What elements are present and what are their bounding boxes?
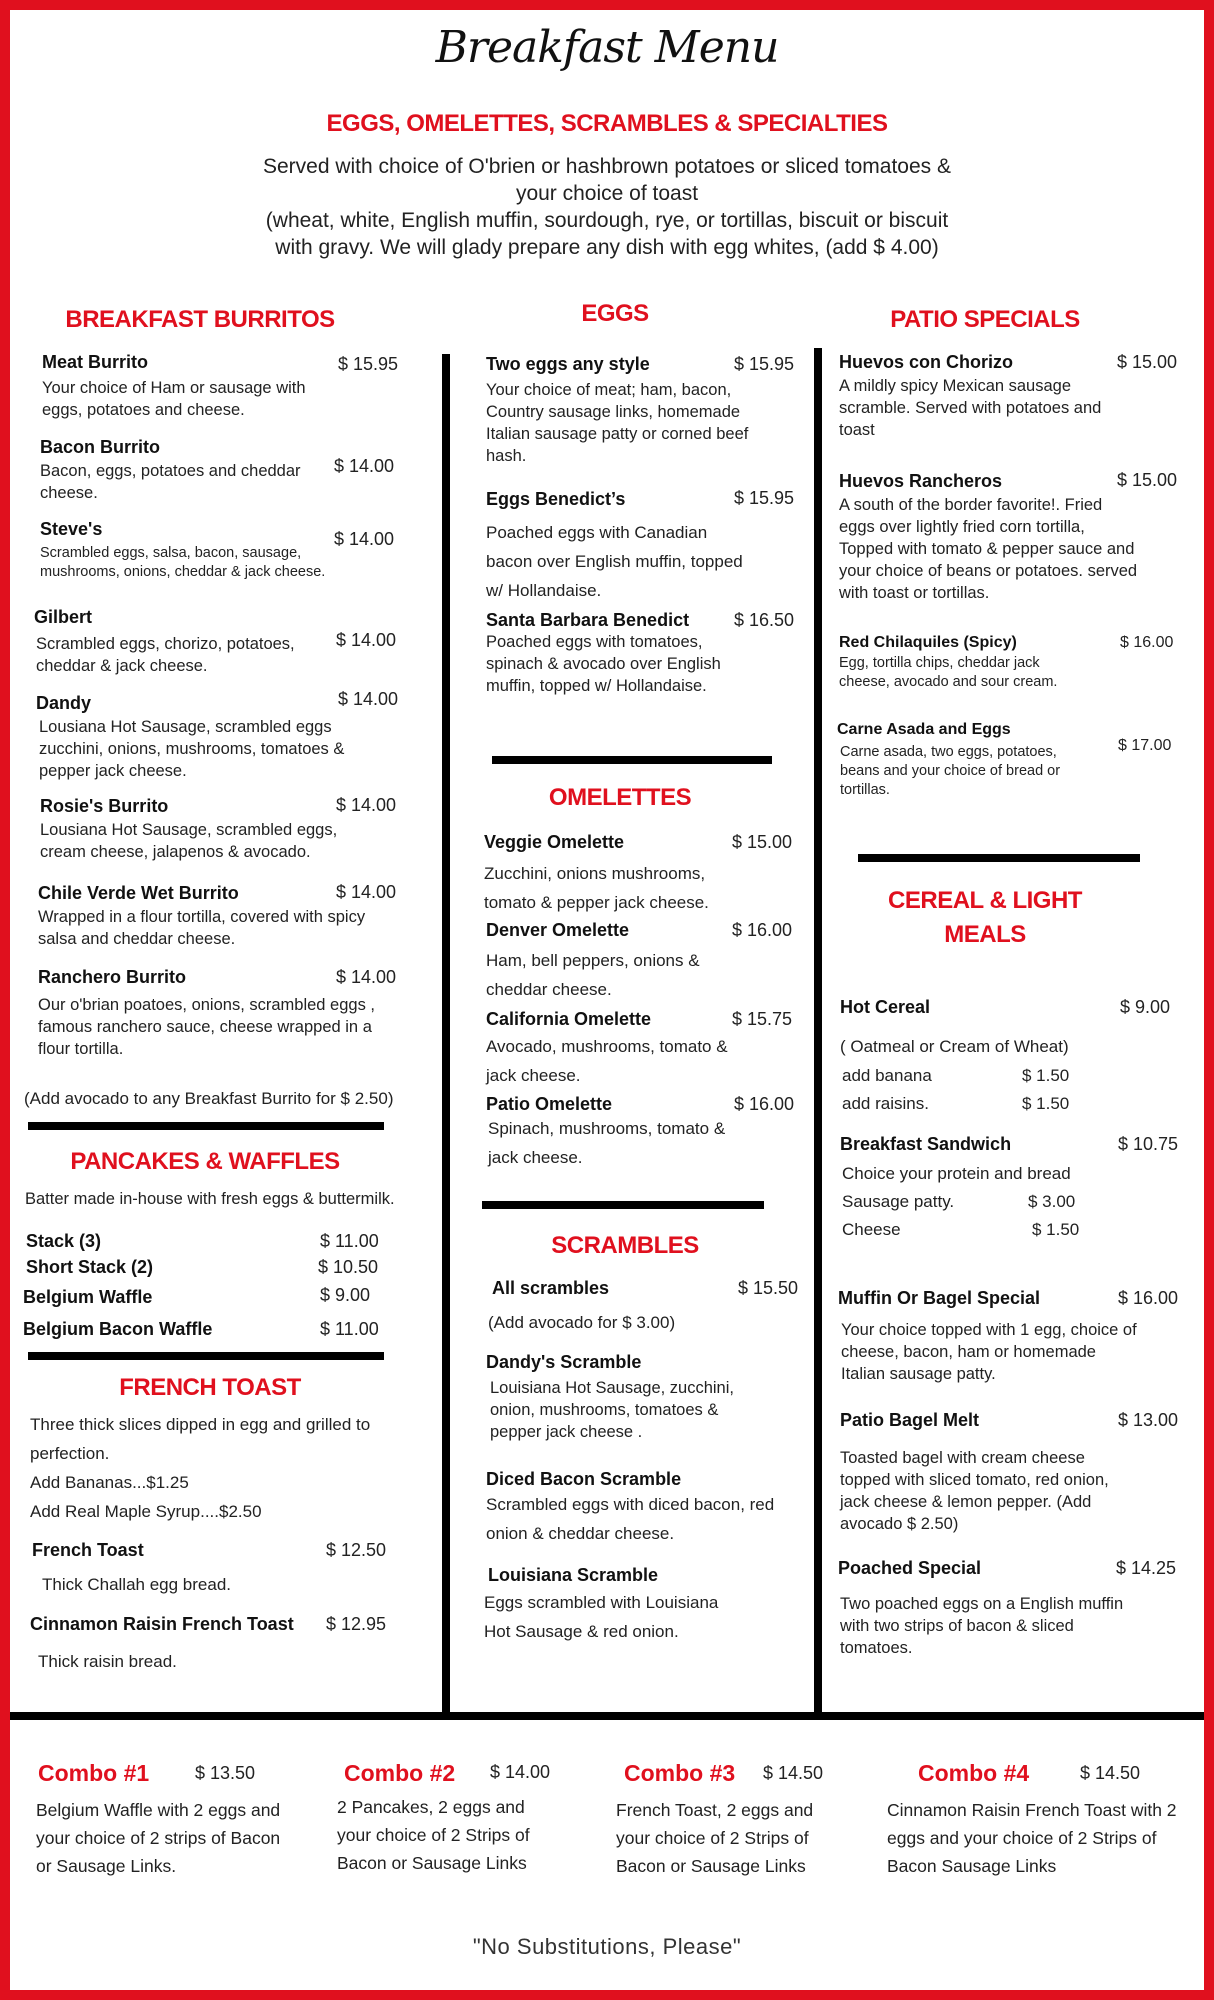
french-toast-intro	[30, 1410, 420, 1526]
item-desc: Lousiana Hot Sausage, scrambled eggs zucchini, onions, mushrooms, tomatoes & pepper jack cheese.	[39, 718, 345, 780]
item-desc: Bacon, eggs, potatoes and cheddar cheese.	[40, 462, 301, 502]
item-desc: Scrambled eggs, chorizo, potatoes, cheddar & jack cheese.	[36, 635, 295, 675]
combo-3	[624, 1760, 735, 1787]
item-price: $ 14.00	[334, 456, 395, 476]
combo-desc: Belgium Waffle with 2 eggs and your choice of 2 strips of Bacon or Sausage Links.	[36, 1800, 281, 1876]
pancakes-intro: Batter made in-house with fresh eggs & buttermilk.	[25, 1190, 395, 1208]
menu-item-dandys-scramble	[486, 1352, 766, 1443]
item-price: $ 11.00	[320, 1319, 379, 1339]
item-name: Denver Omelette	[486, 920, 630, 940]
item-desc: Louisiana Hot Sausage, zucchini, onion, mushrooms, tomatoes & pepper jack cheese .	[490, 1379, 734, 1441]
item-name: Chile Verde Wet Burrito	[38, 883, 239, 903]
item-desc: Our o'brian poatoes, onions, scrambled eggs , famous ranchero sauce, cheese wrapped in a flour tortilla.	[38, 996, 376, 1058]
item-price: $ 15.50	[738, 1278, 799, 1298]
menu-item-dandy	[36, 693, 356, 782]
item-desc: Ham, bell peppers, onions & cheddar cheese.	[486, 951, 700, 999]
item-price: $ 11.00	[320, 1231, 379, 1251]
item-price: $ 9.00	[1120, 997, 1171, 1017]
item-price: $ 10.50	[318, 1257, 379, 1277]
menu-item-bacon-burrito	[40, 437, 330, 504]
item-price: $ 15.95	[338, 354, 399, 374]
item-desc: Egg, tortilla chips, cheddar jack cheese, avocado and sour cream.	[839, 655, 1058, 690]
item-name: Belgium Waffle	[23, 1287, 153, 1307]
section-divider	[28, 1122, 384, 1130]
intro-line: with gravy. We will glady prepare any dish with egg whites, (add $ 4.00)	[275, 236, 939, 259]
item-name: Patio Omelette	[486, 1094, 613, 1114]
addon-label: add banana	[842, 1066, 932, 1085]
item-name: Huevos con Chorizo	[839, 352, 1014, 372]
combo-desc: 2 Pancakes, 2 eggs and your choice of 2 Strips of Bacon or Sausage Links	[337, 1797, 530, 1873]
item-name: Louisiana Scramble	[488, 1565, 659, 1585]
item-price: $ 14.00	[336, 882, 397, 902]
item-price: $ 9.00	[320, 1285, 371, 1305]
combo-1	[38, 1760, 149, 1787]
item-price: $ 14.25	[1116, 1558, 1177, 1578]
intro-line: Add Bananas...$1.25	[30, 1473, 189, 1492]
intro-line: Served with choice of O'brien or hashbrown potatoes or sliced tomatoes &	[262, 155, 952, 178]
french-toast-heading: FRENCH TOAST	[119, 1374, 301, 1401]
menu-item-meat-burrito	[42, 352, 342, 421]
item-name: Steve's	[40, 519, 103, 539]
item-desc: Thick Challah egg bread.	[42, 1575, 232, 1594]
menu-item-diced-bacon-scramble	[486, 1469, 776, 1548]
item-price: $ 14.00	[338, 689, 399, 709]
menu-item-steves	[40, 519, 340, 582]
intro-line: Three thick slices dipped in egg and grilled to	[30, 1415, 371, 1434]
item-name: Carne Asada and Eggs	[837, 721, 1011, 738]
item-name: Patio Bagel Melt	[840, 1410, 980, 1430]
menu-item-poached-special	[838, 1558, 1138, 1659]
item-desc: Scrambled eggs, salsa, bacon, sausage, mushrooms, onions, cheddar & jack cheese.	[40, 545, 326, 580]
combo-price: $ 14.50	[763, 1763, 824, 1783]
item-name: Gilbert	[34, 607, 93, 627]
item-price: $ 12.95	[326, 1614, 387, 1634]
combo-price: $ 14.00	[490, 1762, 551, 1782]
combo-title: Combo #2	[344, 1760, 456, 1786]
menu-item-muffin-bagel	[838, 1288, 1138, 1385]
menu-item-chile-verde	[38, 883, 378, 950]
item-name: Hot Cereal	[840, 997, 931, 1017]
item-name: Rosie's Burrito	[40, 796, 169, 816]
item-name: Huevos Rancheros	[839, 471, 1003, 491]
heading-line: MEALS	[944, 921, 1026, 948]
menu-item-huevos-con-chorizo	[839, 352, 1129, 441]
intro-text	[0, 153, 1214, 261]
item-name: Poached Special	[838, 1558, 982, 1578]
menu-title: Breakfast Menu	[435, 22, 779, 73]
item-name: Ranchero Burrito	[38, 967, 187, 987]
patio-heading: PATIO SPECIALS	[890, 306, 1080, 333]
item-desc: Poached eggs with Canadian bacon over English muffin, topped w/ Hollandaise.	[486, 523, 743, 600]
addon-price: $ 1.50	[1022, 1094, 1070, 1113]
item-price: $ 13.00	[1118, 1410, 1179, 1430]
item-price: $ 14.00	[336, 795, 397, 815]
item-desc: Your choice of Ham or sausage with eggs, potatoes and cheese.	[42, 379, 306, 419]
item-name: Red Chilaquiles (Spicy)	[839, 634, 1017, 651]
item-desc: Choice your protein and bread	[842, 1164, 1071, 1183]
item-name: Dandy's Scramble	[486, 1352, 642, 1372]
addon-price: $ 1.50	[1022, 1066, 1070, 1085]
item-desc: Thick raisin bread.	[38, 1652, 177, 1671]
combo-title: Combo #1	[38, 1760, 150, 1786]
combo-desc: French Toast, 2 eggs and your choice of 2 Strips of Bacon or Sausage Links	[616, 1800, 814, 1876]
item-name: California Omelette	[486, 1009, 652, 1029]
menu-item-eggs-benedict	[486, 489, 756, 605]
section-divider	[492, 756, 772, 764]
item-name: Dandy	[36, 693, 92, 713]
item-desc: Your choice topped with 1 egg, choice of cheese, bacon, ham or homemade Italian sausage patty.	[841, 1321, 1137, 1383]
item-price: $ 17.00	[1118, 737, 1172, 754]
intro-line: your choice of toast	[515, 182, 699, 205]
column-divider	[442, 354, 450, 1712]
item-name: Belgium Bacon Waffle	[23, 1319, 213, 1339]
intro-line: (wheat, white, English muffin, sourdough, rye, or tortillas, biscuit or biscuit	[265, 209, 949, 232]
item-name: Meat Burrito	[42, 352, 149, 372]
addon-label: Cheese	[842, 1220, 901, 1239]
addon-price: $ 1.50	[1032, 1220, 1080, 1239]
main-heading: EGGS, OMELETTES, SCRAMBLES & SPECIALTIES	[326, 110, 888, 137]
menu-item-rosies-burrito	[40, 796, 350, 863]
item-price: $ 16.00	[1118, 1288, 1179, 1308]
burritos-heading: BREAKFAST BURRITOS	[65, 306, 335, 333]
menu-item-carne-asada	[837, 721, 1077, 800]
item-desc: ( Oatmeal or Cream of Wheat)	[840, 1037, 1069, 1056]
item-name: Muffin Or Bagel Special	[838, 1288, 1041, 1308]
item-desc: Scrambled eggs with diced bacon, red onion & cheddar cheese.	[486, 1495, 775, 1543]
combo-2	[344, 1760, 455, 1787]
item-price: $ 16.00	[734, 1094, 795, 1114]
combo-title: Combo #4	[918, 1760, 1030, 1786]
item-desc: Lousiana Hot Sausage, scrambled eggs, cream cheese, jalapenos & avocado.	[40, 821, 338, 861]
item-name: Diced Bacon Scramble	[486, 1469, 682, 1489]
item-desc: Avocado, mushrooms, tomato & jack cheese.	[486, 1037, 728, 1085]
combo-price: $ 14.50	[1080, 1763, 1141, 1783]
menu-item-patio-bagel-melt	[840, 1410, 1130, 1535]
combo-divider	[10, 1712, 1204, 1720]
item-price: $ 15.00	[732, 832, 793, 852]
scrambles-note: (Add avocado for $ 3.00)	[488, 1313, 676, 1332]
item-name: Breakfast Sandwich	[840, 1134, 1012, 1154]
item-name: Santa Barbara Benedict	[486, 610, 690, 630]
item-price: $ 14.00	[334, 529, 395, 549]
addon-label: Sausage patty.	[842, 1192, 955, 1211]
item-desc: A south of the border favorite!. Fried eggs over lightly fried corn tortilla, Topped with tomato & pepper sauce and your choice of beans or potatoes. served with toast or tortillas.	[839, 496, 1138, 602]
item-desc: Two poached eggs on a English muffin with two strips of bacon & sliced tomatoes.	[840, 1595, 1124, 1657]
item-name: All scrambles	[492, 1278, 610, 1298]
item-price: $ 14.00	[336, 630, 397, 650]
item-name: Veggie Omelette	[484, 832, 625, 852]
addon-price: $ 3.00	[1028, 1192, 1076, 1211]
item-price: $ 15.95	[734, 354, 795, 374]
item-name: Bacon Burrito	[40, 437, 161, 457]
omelettes-heading: OMELETTES	[548, 784, 692, 811]
item-price: $ 15.75	[732, 1009, 793, 1029]
item-name: Short Stack (2)	[26, 1257, 154, 1277]
item-desc: Wrapped in a flour tortilla, covered with spicy salsa and cheddar cheese.	[38, 908, 366, 948]
addon-label: add raisins.	[842, 1094, 929, 1113]
item-price: $ 15.95	[734, 488, 795, 508]
eggs-heading: EGGS	[581, 300, 649, 327]
menu-item-red-chilaquiles	[839, 634, 1079, 692]
item-price: $ 16.00	[1120, 634, 1174, 651]
intro-line: perfection.	[30, 1444, 110, 1463]
item-name: Stack (3)	[26, 1231, 102, 1251]
item-name: Eggs Benedict’s	[486, 489, 626, 509]
menu-item-santa-barbara	[486, 610, 756, 697]
menu-item-gilbert	[34, 607, 324, 677]
menu-item-two-eggs	[486, 354, 756, 467]
menu-item-huevos-rancheros	[839, 471, 1139, 604]
combo-4	[918, 1760, 1029, 1787]
item-desc: Your choice of meat; ham, bacon, Country sausage links, homemade Italian sausage patty or corned beef hash.	[486, 381, 749, 465]
no-substitutions-note: "No Substitutions, Please"	[472, 1934, 742, 1959]
burrito-avocado-note: (Add avocado to any Breakfast Burrito for $ 2.50)	[24, 1089, 394, 1108]
section-divider	[858, 854, 1140, 862]
section-divider	[482, 1201, 764, 1209]
item-desc: Zucchini, onions mushrooms, tomato & pepper jack cheese.	[484, 864, 709, 912]
menu-item-louisiana-scramble	[484, 1565, 748, 1646]
section-divider	[28, 1352, 384, 1360]
item-desc: Spinach, mushrooms, tomato & jack cheese.	[488, 1119, 726, 1167]
intro-line: Add Real Maple Syrup....$2.50	[30, 1502, 262, 1521]
item-price: $ 15.00	[1117, 470, 1178, 490]
combo-desc: Cinnamon Raisin French Toast with 2 eggs and your choice of 2 Strips of Bacon Sausage Links	[887, 1800, 1177, 1876]
item-desc: Eggs scrambled with Louisiana Hot Sausage & red onion.	[484, 1593, 719, 1641]
item-desc: Carne asada, two eggs, potatoes, beans and your choice of bread or tortillas.	[840, 744, 1061, 798]
combo-title: Combo #3	[624, 1760, 736, 1786]
item-price: $ 16.00	[732, 920, 793, 940]
heading-line: CEREAL & LIGHT	[888, 887, 1082, 914]
scrambles-heading: SCRAMBLES	[551, 1232, 699, 1259]
item-price: $ 10.75	[1118, 1134, 1179, 1154]
item-desc: Poached eggs with tomatoes, spinach & avocado over English muffin, topped w/ Hollandaise.	[486, 633, 721, 695]
item-name: Cinnamon Raisin French Toast	[30, 1614, 294, 1634]
pancakes-heading: PANCAKES & WAFFLES	[70, 1148, 340, 1175]
cereal-heading	[840, 884, 1130, 952]
item-desc: Toasted bagel with cream cheese topped with sliced tomato, red onion, jack cheese & lemon pepper. (Add avocado $ 2.50)	[840, 1449, 1109, 1533]
item-price: $ 15.00	[1117, 352, 1178, 372]
item-price: $ 12.50	[326, 1540, 387, 1560]
item-desc: A mildly spicy Mexican sausage scramble. Served with potatoes and toast	[839, 377, 1102, 439]
combo-price: $ 13.50	[195, 1763, 256, 1783]
item-name: French Toast	[32, 1540, 144, 1560]
item-price: $ 16.50	[734, 610, 795, 630]
item-price: $ 14.00	[336, 967, 397, 987]
item-name: Two eggs any style	[486, 354, 650, 374]
column-divider	[814, 348, 822, 1712]
